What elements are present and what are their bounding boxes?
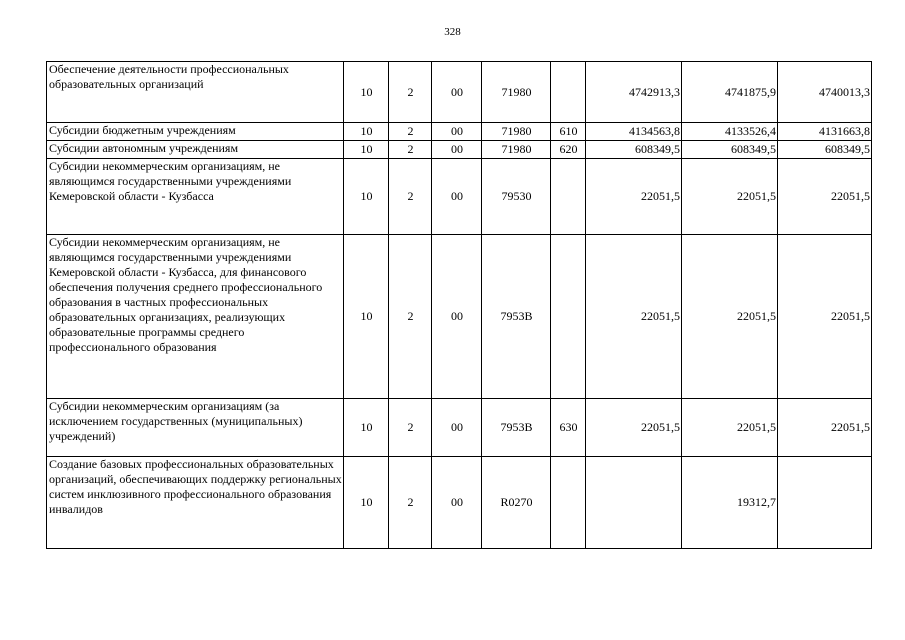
row-program: 00 — [432, 123, 482, 141]
row-subsection: 2 — [389, 62, 432, 123]
page-number: 328 — [444, 26, 461, 38]
row-amount-1 — [586, 457, 682, 549]
row-subsection: 2 — [389, 141, 432, 159]
row-article: R0270 — [482, 457, 551, 549]
row-expense-type — [551, 457, 586, 549]
row-amount-1: 608349,5 — [586, 141, 682, 159]
row-name: Субсидии некоммерческим организациям (за исключением государственных (муниципальных) учреждений) — [47, 399, 344, 457]
row-expense-type: 630 — [551, 399, 586, 457]
row-expense-type — [551, 159, 586, 235]
row-amount-3 — [778, 457, 872, 549]
row-amount-2: 22051,5 — [682, 235, 778, 399]
table-row — [47, 235, 872, 399]
row-section: 10 — [344, 123, 389, 141]
row-program: 00 — [432, 457, 482, 549]
row-section: 10 — [344, 62, 389, 123]
row-expense-type — [551, 235, 586, 399]
row-section: 10 — [344, 235, 389, 399]
row-amount-2: 608349,5 — [682, 141, 778, 159]
row-subsection: 2 — [389, 235, 432, 399]
table-row — [47, 141, 872, 159]
table-row — [47, 123, 872, 141]
row-amount-3: 4131663,8 — [778, 123, 872, 141]
table-row — [47, 159, 872, 235]
row-amount-1: 22051,5 — [586, 159, 682, 235]
budget-table — [46, 61, 872, 549]
row-program: 00 — [432, 399, 482, 457]
row-amount-2: 19312,7 — [682, 457, 778, 549]
row-amount-3: 22051,5 — [778, 399, 872, 457]
row-subsection: 2 — [389, 159, 432, 235]
table-row — [47, 457, 872, 549]
row-section: 10 — [344, 457, 389, 549]
row-article: 79530 — [482, 159, 551, 235]
table-row — [47, 62, 872, 123]
row-name: Создание базовых профессиональных образовательных организаций, обеспечивающих поддержку региональных систем инклюзивного профессионального образования инвалидов — [47, 457, 344, 549]
table-row — [47, 399, 872, 457]
row-name: Обеспечение деятельности профессиональных образовательных организаций — [47, 62, 344, 123]
row-amount-3: 4740013,3 — [778, 62, 872, 123]
row-amount-3: 22051,5 — [778, 235, 872, 399]
row-amount-3: 22051,5 — [778, 159, 872, 235]
row-amount-3: 608349,5 — [778, 141, 872, 159]
row-article: 71980 — [482, 123, 551, 141]
row-amount-1: 4134563,8 — [586, 123, 682, 141]
row-program: 00 — [432, 62, 482, 123]
row-subsection: 2 — [389, 457, 432, 549]
row-program: 00 — [432, 159, 482, 235]
row-subsection: 2 — [389, 399, 432, 457]
row-amount-2: 22051,5 — [682, 159, 778, 235]
row-amount-2: 4133526,4 — [682, 123, 778, 141]
row-program: 00 — [432, 141, 482, 159]
row-name: Субсидии автономным учреждениям — [47, 141, 344, 159]
row-amount-2: 4741875,9 — [682, 62, 778, 123]
row-article: 7953В — [482, 235, 551, 399]
row-amount-1: 22051,5 — [586, 235, 682, 399]
row-name: Субсидии некоммерческим организациям, не являющимся государственными учреждениями Кемеровской области - Кузбасса — [47, 159, 344, 235]
row-article: 71980 — [482, 141, 551, 159]
row-article: 7953В — [482, 399, 551, 457]
row-program: 00 — [432, 235, 482, 399]
row-section: 10 — [344, 141, 389, 159]
row-section: 10 — [344, 159, 389, 235]
row-section: 10 — [344, 399, 389, 457]
row-amount-2: 22051,5 — [682, 399, 778, 457]
row-name: Субсидии некоммерческим организациям, не являющимся государственными учреждениями Кемеровской области - Кузбасса, для финансового обеспечения получения среднего профессионального образования в частных профессиональных образовательных организациях, реализующих образовательные программы среднего профессионального образования — [47, 235, 344, 399]
row-expense-type: 610 — [551, 123, 586, 141]
row-amount-1: 4742913,3 — [586, 62, 682, 123]
row-article: 71980 — [482, 62, 551, 123]
row-amount-1: 22051,5 — [586, 399, 682, 457]
row-expense-type: 620 — [551, 141, 586, 159]
row-expense-type — [551, 62, 586, 123]
row-subsection: 2 — [389, 123, 432, 141]
row-name: Субсидии бюджетным учреждениям — [47, 123, 344, 141]
